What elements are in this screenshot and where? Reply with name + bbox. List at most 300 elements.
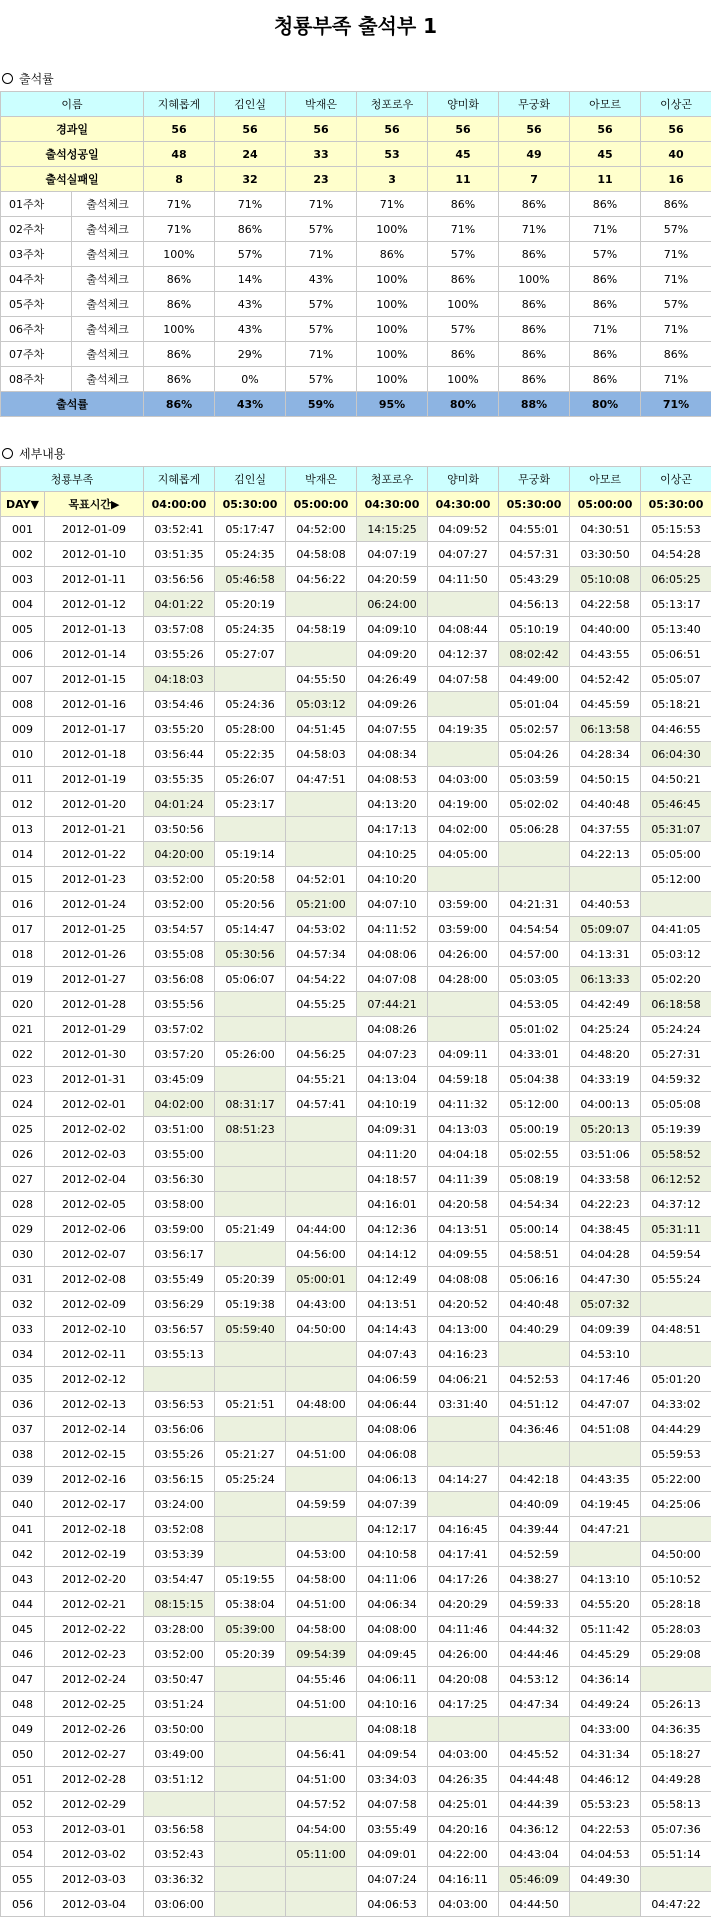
stat-value-cell: 56 — [215, 117, 286, 142]
stat-value-cell: 49 — [499, 142, 570, 167]
stat-value-cell: 11 — [570, 167, 641, 192]
summary-stat-row — [1, 117, 711, 142]
time-cell: 05:11:42 — [570, 1617, 641, 1642]
time-cell — [428, 592, 499, 617]
time-cell: 04:02:00 — [428, 817, 499, 842]
week-label-cell: 03주차 — [1, 242, 72, 267]
table-row — [1, 842, 711, 867]
time-cell: 04:36:46 — [499, 1417, 570, 1442]
time-cell: 03:56:15 — [144, 1467, 215, 1492]
time-cell: 05:06:28 — [499, 817, 570, 842]
table-row — [1, 1192, 711, 1217]
time-cell — [286, 1142, 357, 1167]
time-cell: 04:53:00 — [286, 1542, 357, 1567]
time-cell — [641, 1342, 711, 1367]
date-cell: 2012-01-12 — [45, 592, 144, 617]
week-rate-cell: 71% — [570, 317, 641, 342]
week-rate-cell: 71% — [641, 317, 711, 342]
time-cell — [286, 1417, 357, 1442]
time-cell: 04:40:29 — [499, 1317, 570, 1342]
day-cell: 051 — [1, 1767, 45, 1792]
time-cell: 03:59:00 — [428, 892, 499, 917]
time-cell: 05:27:31 — [641, 1042, 711, 1067]
time-cell: 04:50:00 — [286, 1317, 357, 1342]
date-cell: 2012-02-09 — [45, 1292, 144, 1317]
day-cell: 025 — [1, 1117, 45, 1142]
week-rate-cell: 100% — [428, 292, 499, 317]
time-cell: 04:59:18 — [428, 1067, 499, 1092]
time-cell: 04:09:45 — [357, 1642, 428, 1667]
time-cell — [499, 1442, 570, 1467]
time-cell — [428, 1717, 499, 1742]
time-cell: 03:55:20 — [144, 717, 215, 742]
stat-value-cell: 56 — [357, 117, 428, 142]
time-cell: 03:51:24 — [144, 1692, 215, 1717]
time-cell: 03:31:40 — [428, 1392, 499, 1417]
time-cell — [215, 1067, 286, 1092]
time-cell — [215, 1692, 286, 1717]
week-rate-cell: 100% — [499, 267, 570, 292]
time-cell: 04:12:36 — [357, 1217, 428, 1242]
time-cell: 04:51:00 — [286, 1592, 357, 1617]
time-cell: 04:49:00 — [499, 667, 570, 692]
stat-value-cell: 45 — [570, 142, 641, 167]
time-cell: 05:28:00 — [215, 717, 286, 742]
time-cell: 03:24:00 — [144, 1492, 215, 1517]
time-cell: 04:40:00 — [570, 617, 641, 642]
time-cell: 04:51:00 — [286, 1767, 357, 1792]
time-cell: 04:13:51 — [428, 1217, 499, 1242]
time-cell: 14:15:25 — [357, 517, 428, 542]
time-cell: 09:54:39 — [286, 1642, 357, 1667]
week-rate-cell: 86% — [641, 192, 711, 217]
time-cell — [286, 1717, 357, 1742]
time-cell: 04:11:20 — [357, 1142, 428, 1167]
time-cell: 04:58:19 — [286, 617, 357, 642]
time-cell: 04:08:00 — [357, 1617, 428, 1642]
table-row — [1, 1692, 711, 1717]
time-cell: 03:57:20 — [144, 1042, 215, 1067]
time-cell: 04:17:25 — [428, 1692, 499, 1717]
time-cell: 04:08:08 — [428, 1267, 499, 1292]
circle-bullet-icon — [2, 73, 13, 84]
time-cell — [428, 742, 499, 767]
time-cell: 05:24:36 — [215, 692, 286, 717]
date-cell: 2012-03-04 — [45, 1892, 144, 1917]
time-cell — [286, 1517, 357, 1542]
date-cell: 2012-02-13 — [45, 1392, 144, 1417]
date-cell: 2012-02-04 — [45, 1167, 144, 1192]
time-cell: 05:19:14 — [215, 842, 286, 867]
time-cell: 05:25:24 — [215, 1467, 286, 1492]
date-cell: 2012-03-01 — [45, 1817, 144, 1842]
time-cell: 04:33:00 — [570, 1717, 641, 1742]
time-cell: 05:05:08 — [641, 1092, 711, 1117]
time-cell: 04:10:16 — [357, 1692, 428, 1717]
summary-week-row — [1, 367, 711, 392]
week-rate-cell: 86% — [428, 267, 499, 292]
time-cell: 03:57:02 — [144, 1017, 215, 1042]
week-rate-cell: 43% — [215, 292, 286, 317]
week-rate-cell: 86% — [144, 342, 215, 367]
table-row — [1, 1742, 711, 1767]
detail-header-row — [1, 467, 711, 492]
time-cell: 05:06:16 — [499, 1267, 570, 1292]
time-cell: 03:51:00 — [144, 1117, 215, 1142]
time-cell: 03:52:00 — [144, 892, 215, 917]
time-cell: 05:01:04 — [499, 692, 570, 717]
time-cell: 03:58:00 — [144, 1192, 215, 1217]
time-cell: 04:20:16 — [428, 1817, 499, 1842]
day-cell: 028 — [1, 1192, 45, 1217]
date-cell: 2012-02-24 — [45, 1667, 144, 1692]
day-cell: 052 — [1, 1792, 45, 1817]
time-cell: 06:13:58 — [570, 717, 641, 742]
time-cell: 04:54:54 — [499, 917, 570, 942]
table-row — [1, 517, 711, 542]
rate-value-cell: 80% — [428, 392, 499, 417]
time-cell: 05:46:45 — [641, 792, 711, 817]
detail-section-title: 세부내용 — [19, 447, 65, 461]
time-cell: 04:12:37 — [428, 642, 499, 667]
time-cell: 03:45:09 — [144, 1067, 215, 1092]
time-cell: 04:06:11 — [357, 1667, 428, 1692]
time-cell: 04:22:00 — [428, 1842, 499, 1867]
time-cell: 04:04:28 — [570, 1242, 641, 1267]
time-cell — [641, 892, 711, 917]
day-cell: 020 — [1, 992, 45, 1017]
time-cell: 05:04:26 — [499, 742, 570, 767]
time-cell: 03:49:00 — [144, 1742, 215, 1767]
time-cell: 04:01:22 — [144, 592, 215, 617]
time-cell: 03:06:00 — [144, 1892, 215, 1917]
time-cell: 04:07:58 — [428, 667, 499, 692]
time-cell: 04:16:23 — [428, 1342, 499, 1367]
stat-value-cell: 8 — [144, 167, 215, 192]
time-cell — [286, 842, 357, 867]
time-cell: 03:59:00 — [144, 1217, 215, 1242]
check-label-cell: 출석체크 — [72, 292, 144, 317]
stat-value-cell: 56 — [499, 117, 570, 142]
time-cell: 04:16:01 — [357, 1192, 428, 1217]
time-cell: 04:55:01 — [499, 517, 570, 542]
time-cell: 06:05:25 — [641, 567, 711, 592]
stat-value-cell: 24 — [215, 142, 286, 167]
time-cell: 04:14:27 — [428, 1467, 499, 1492]
time-cell: 04:43:35 — [570, 1467, 641, 1492]
time-cell: 06:18:58 — [641, 992, 711, 1017]
time-cell: 04:48:00 — [286, 1392, 357, 1417]
summary-stat-row — [1, 142, 711, 167]
time-cell — [428, 1017, 499, 1042]
time-cell: 05:55:24 — [641, 1267, 711, 1292]
time-cell — [215, 1717, 286, 1742]
date-cell: 2012-02-29 — [45, 1792, 144, 1817]
time-cell: 04:01:24 — [144, 792, 215, 817]
time-cell: 04:02:00 — [144, 1092, 215, 1117]
time-cell: 04:07:10 — [357, 892, 428, 917]
time-cell: 04:44:46 — [499, 1642, 570, 1667]
day-cell: 021 — [1, 1017, 45, 1042]
table-row — [1, 1592, 711, 1617]
stat-value-cell: 56 — [570, 117, 641, 142]
week-rate-cell: 71% — [286, 192, 357, 217]
time-cell: 04:49:28 — [641, 1767, 711, 1792]
day-cell: 010 — [1, 742, 45, 767]
week-rate-cell: 100% — [357, 292, 428, 317]
time-cell — [428, 1442, 499, 1467]
time-cell: 03:56:53 — [144, 1392, 215, 1417]
day-cell: 035 — [1, 1367, 45, 1392]
table-row — [1, 1117, 711, 1142]
table-row — [1, 1717, 711, 1742]
time-cell: 04:52:59 — [499, 1542, 570, 1567]
time-cell — [215, 1342, 286, 1367]
week-rate-cell: 86% — [144, 367, 215, 392]
time-cell: 04:07:39 — [357, 1492, 428, 1517]
time-cell: 04:04:53 — [570, 1842, 641, 1867]
week-rate-cell: 100% — [357, 367, 428, 392]
time-cell: 04:26:49 — [357, 667, 428, 692]
table-row — [1, 1042, 711, 1067]
time-cell: 04:51:00 — [286, 1692, 357, 1717]
day-label-cell: DAY▼ — [1, 492, 45, 517]
week-rate-cell: 71% — [144, 192, 215, 217]
summary-week-row — [1, 267, 711, 292]
week-rate-cell: 0% — [215, 367, 286, 392]
member-name-cell: 박재은 — [286, 467, 357, 492]
week-rate-cell: 86% — [428, 192, 499, 217]
target-label-cell: 목표시간▶ — [45, 492, 144, 517]
time-cell: 03:55:26 — [144, 1442, 215, 1467]
date-cell: 2012-02-14 — [45, 1417, 144, 1442]
time-cell: 04:59:32 — [641, 1067, 711, 1092]
date-cell: 2012-01-26 — [45, 942, 144, 967]
member-name-cell: 청포로우 — [357, 92, 428, 117]
stat-value-cell: 23 — [286, 167, 357, 192]
time-cell: 05:10:19 — [499, 617, 570, 642]
time-cell: 05:19:38 — [215, 1292, 286, 1317]
time-cell: 04:28:34 — [570, 742, 641, 767]
day-cell: 040 — [1, 1492, 45, 1517]
time-cell: 05:39:00 — [215, 1617, 286, 1642]
day-cell: 029 — [1, 1217, 45, 1242]
time-cell: 03:30:50 — [570, 542, 641, 567]
time-cell: 04:57:31 — [499, 542, 570, 567]
date-cell: 2012-02-15 — [45, 1442, 144, 1467]
member-name-cell: 지혜롭게 — [144, 467, 215, 492]
time-cell: 05:08:19 — [499, 1167, 570, 1192]
summary-week-row — [1, 292, 711, 317]
time-cell: 05:03:05 — [499, 967, 570, 992]
time-cell: 04:06:08 — [357, 1442, 428, 1467]
week-label-cell: 06주차 — [1, 317, 72, 342]
time-cell: 03:57:08 — [144, 617, 215, 642]
time-cell: 04:03:00 — [428, 1892, 499, 1917]
target-time-cell: 05:30:00 — [499, 492, 570, 517]
time-cell: 05:02:20 — [641, 967, 711, 992]
time-cell: 04:06:53 — [357, 1892, 428, 1917]
time-cell: 03:51:06 — [570, 1142, 641, 1167]
rate-value-cell: 59% — [286, 392, 357, 417]
time-cell: 04:31:34 — [570, 1742, 641, 1767]
day-cell: 033 — [1, 1317, 45, 1342]
time-cell: 05:21:00 — [286, 892, 357, 917]
time-cell: 05:58:52 — [641, 1142, 711, 1167]
time-cell: 04:06:13 — [357, 1467, 428, 1492]
time-cell: 05:07:32 — [570, 1292, 641, 1317]
time-cell: 04:17:26 — [428, 1567, 499, 1592]
table-row — [1, 767, 711, 792]
week-rate-cell: 86% — [144, 267, 215, 292]
date-cell: 2012-01-25 — [45, 917, 144, 942]
time-cell: 04:45:29 — [570, 1642, 641, 1667]
table-row — [1, 742, 711, 767]
time-cell: 05:01:20 — [641, 1367, 711, 1392]
date-cell: 2012-01-10 — [45, 542, 144, 567]
time-cell: 04:36:35 — [641, 1717, 711, 1742]
rate-value-cell: 86% — [144, 392, 215, 417]
time-cell: 04:50:15 — [570, 767, 641, 792]
time-cell: 04:33:02 — [641, 1392, 711, 1417]
time-cell: 04:13:31 — [570, 942, 641, 967]
stat-value-cell: 32 — [215, 167, 286, 192]
time-cell: 05:00:19 — [499, 1117, 570, 1142]
summary-week-row — [1, 242, 711, 267]
week-rate-cell: 71% — [144, 217, 215, 242]
summary-week-row — [1, 217, 711, 242]
time-cell: 04:54:22 — [286, 967, 357, 992]
time-cell — [215, 1517, 286, 1542]
time-cell: 03:55:26 — [144, 642, 215, 667]
check-label-cell: 출석체크 — [72, 342, 144, 367]
time-cell: 04:11:50 — [428, 567, 499, 592]
day-cell: 053 — [1, 1817, 45, 1842]
time-cell: 05:22:00 — [641, 1467, 711, 1492]
table-row — [1, 1817, 711, 1842]
time-cell: 05:26:07 — [215, 767, 286, 792]
week-label-cell: 05주차 — [1, 292, 72, 317]
stat-value-cell: 48 — [144, 142, 215, 167]
time-cell: 05:09:07 — [570, 917, 641, 942]
date-cell: 2012-01-28 — [45, 992, 144, 1017]
time-cell: 05:43:29 — [499, 567, 570, 592]
date-cell: 2012-01-27 — [45, 967, 144, 992]
table-row — [1, 892, 711, 917]
week-rate-cell: 71% — [357, 192, 428, 217]
check-label-cell: 출석체크 — [72, 242, 144, 267]
week-rate-cell: 86% — [428, 342, 499, 367]
time-cell — [286, 1892, 357, 1917]
table-row — [1, 1467, 711, 1492]
time-cell: 04:11:46 — [428, 1617, 499, 1642]
member-name-cell: 아모르 — [570, 92, 641, 117]
time-cell — [286, 817, 357, 842]
time-cell — [286, 1342, 357, 1367]
time-cell: 04:30:51 — [570, 517, 641, 542]
table-row — [1, 917, 711, 942]
table-row — [1, 1167, 711, 1192]
time-cell: 04:12:49 — [357, 1267, 428, 1292]
time-cell: 04:25:24 — [570, 1017, 641, 1042]
member-name-cell: 청포로우 — [357, 467, 428, 492]
time-cell: 03:56:56 — [144, 567, 215, 592]
time-cell: 03:52:43 — [144, 1842, 215, 1867]
member-name-cell: 양미화 — [428, 92, 499, 117]
time-cell: 08:02:42 — [499, 642, 570, 667]
table-row — [1, 1867, 711, 1892]
week-rate-cell: 100% — [357, 317, 428, 342]
detail-section-label — [0, 445, 711, 463]
day-cell: 046 — [1, 1642, 45, 1667]
time-cell: 04:26:35 — [428, 1767, 499, 1792]
time-cell: 03:54:46 — [144, 692, 215, 717]
date-cell: 2012-02-28 — [45, 1767, 144, 1792]
time-cell: 04:25:06 — [641, 1492, 711, 1517]
time-cell: 04:52:01 — [286, 867, 357, 892]
week-rate-cell: 86% — [570, 267, 641, 292]
time-cell: 04:58:08 — [286, 542, 357, 567]
day-cell: 036 — [1, 1392, 45, 1417]
stat-value-cell: 3 — [357, 167, 428, 192]
time-cell: 04:59:54 — [641, 1242, 711, 1267]
member-name-cell: 무궁화 — [499, 467, 570, 492]
time-cell: 04:16:11 — [428, 1867, 499, 1892]
day-cell: 044 — [1, 1592, 45, 1617]
table-row — [1, 867, 711, 892]
week-rate-cell: 57% — [428, 317, 499, 342]
date-cell: 2012-02-03 — [45, 1142, 144, 1167]
time-cell: 04:59:33 — [499, 1592, 570, 1617]
time-cell — [215, 1667, 286, 1692]
week-rate-cell: 86% — [570, 367, 641, 392]
table-row — [1, 1667, 711, 1692]
time-cell: 04:09:10 — [357, 617, 428, 642]
time-cell: 04:46:55 — [641, 717, 711, 742]
date-cell: 2012-02-27 — [45, 1742, 144, 1767]
table-row — [1, 1517, 711, 1542]
table-row — [1, 1492, 711, 1517]
week-rate-cell: 86% — [499, 292, 570, 317]
time-cell — [499, 1717, 570, 1742]
time-cell: 03:55:35 — [144, 767, 215, 792]
time-cell — [641, 1292, 711, 1317]
time-cell: 04:07:19 — [357, 542, 428, 567]
check-label-cell: 출석체크 — [72, 192, 144, 217]
day-cell: 013 — [1, 817, 45, 842]
time-cell — [215, 1367, 286, 1392]
time-cell: 04:20:00 — [144, 842, 215, 867]
day-cell: 006 — [1, 642, 45, 667]
day-cell: 017 — [1, 917, 45, 942]
day-cell: 050 — [1, 1742, 45, 1767]
table-row — [1, 667, 711, 692]
time-cell: 05:29:08 — [641, 1642, 711, 1667]
day-cell: 055 — [1, 1867, 45, 1892]
rate-value-cell: 95% — [357, 392, 428, 417]
time-cell — [428, 692, 499, 717]
time-cell: 05:22:35 — [215, 742, 286, 767]
day-cell: 049 — [1, 1717, 45, 1742]
day-cell: 002 — [1, 542, 45, 567]
table-row — [1, 542, 711, 567]
time-cell — [286, 592, 357, 617]
week-rate-cell: 71% — [499, 217, 570, 242]
date-cell: 2012-01-18 — [45, 742, 144, 767]
attendance-summary-table — [0, 91, 711, 417]
time-cell — [428, 992, 499, 1017]
week-rate-cell: 86% — [144, 292, 215, 317]
